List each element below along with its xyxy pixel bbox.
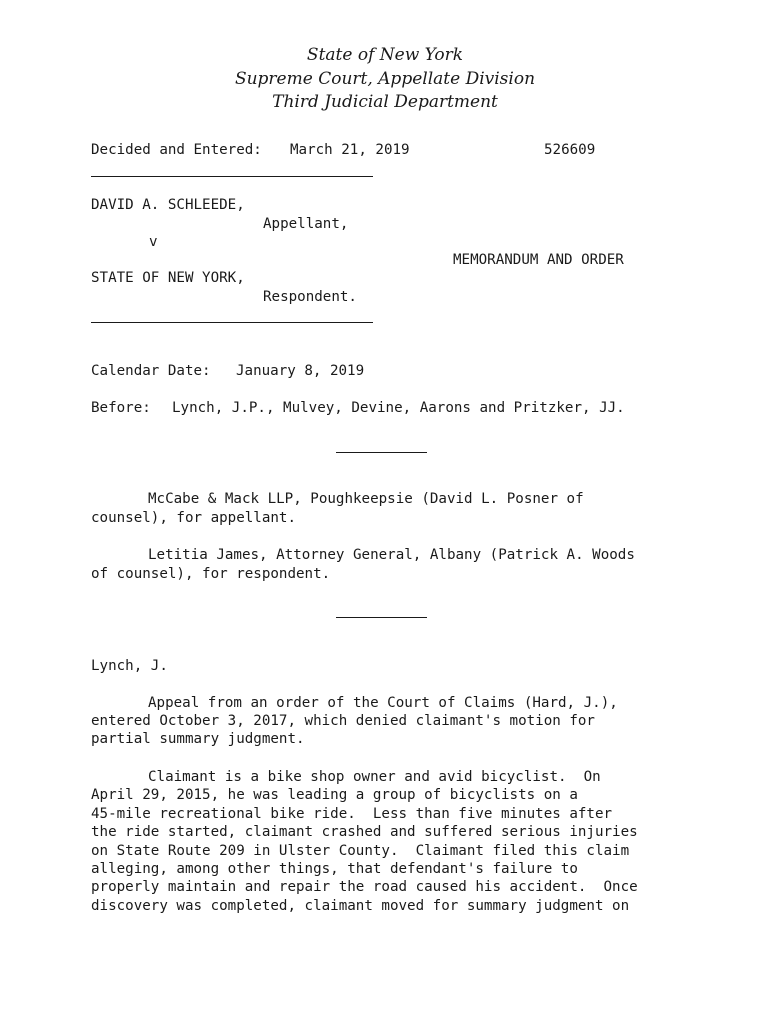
docket-number: 526609 [544,142,596,158]
opinion-author: Lynch, J. [91,658,168,674]
para1-line1: Appeal from an order of the Court of Claims (Hard, J.), [148,695,618,711]
before-label: Before: [91,400,151,416]
para2-line7: properly maintain and repair the road caused his accident. Once [91,879,638,895]
court-department: Third Judicial Department [272,92,498,112]
decided-date: March 21, 2019 [290,142,410,158]
calendar-label: Calendar Date: [91,363,211,379]
section-divider [336,452,427,453]
para1-line2: entered October 3, 2017, which denied claimant's motion for [91,713,595,729]
para2-line6: alleging, among other things, that defendant's failure to [91,861,578,877]
appellant-role: Appellant, [263,216,349,232]
caption-top-rule [91,176,373,177]
respondent-role: Respondent. [263,289,357,305]
court-state: State of New York [306,45,464,65]
caption-bottom-rule [91,322,373,323]
appellant-counsel-line2: counsel), for appellant. [91,510,296,526]
appellant-name: DAVID A. SCHLEEDE, [91,197,245,213]
para2-line5: on State Route 209 in Ulster County. Claimant filed this claim [91,843,630,859]
calendar-date: January 8, 2019 [236,363,365,379]
panel-judges: Lynch, J.P., Mulvey, Devine, Aarons and Pritzker, JJ. [172,400,625,416]
appellant-counsel-line1: McCabe & Mack LLP, Poughkeepsie (David L. Posner of [148,491,584,507]
respondent-counsel-line2: of counsel), for respondent. [91,566,331,582]
para2-line3: 45-mile recreational bike ride. Less than five minutes after [91,806,613,822]
respondent-counsel-line1: Letitia James, Attorney General, Albany (Patrick A. Woods [148,547,635,563]
para2-line2: April 29, 2015, he was leading a group of bicyclists on a [91,787,578,803]
respondent-name: STATE OF NEW YORK, [91,270,245,286]
court-header [0,44,770,115]
para2-line8: discovery was completed, claimant moved for summary judgment on [91,898,630,914]
section-divider-2 [336,617,427,618]
court-name: Supreme Court, Appellate Division [234,68,536,89]
versus: v [149,234,158,250]
para2-line4: the ride started, claimant crashed and suffered serious injuries [91,824,638,840]
para2-line1: Claimant is a bike shop owner and avid bicyclist. On [148,769,601,785]
para1-line3: partial summary judgment. [91,731,305,747]
decided-label: Decided and Entered: [91,142,262,158]
order-type: MEMORANDUM AND ORDER [453,252,624,268]
